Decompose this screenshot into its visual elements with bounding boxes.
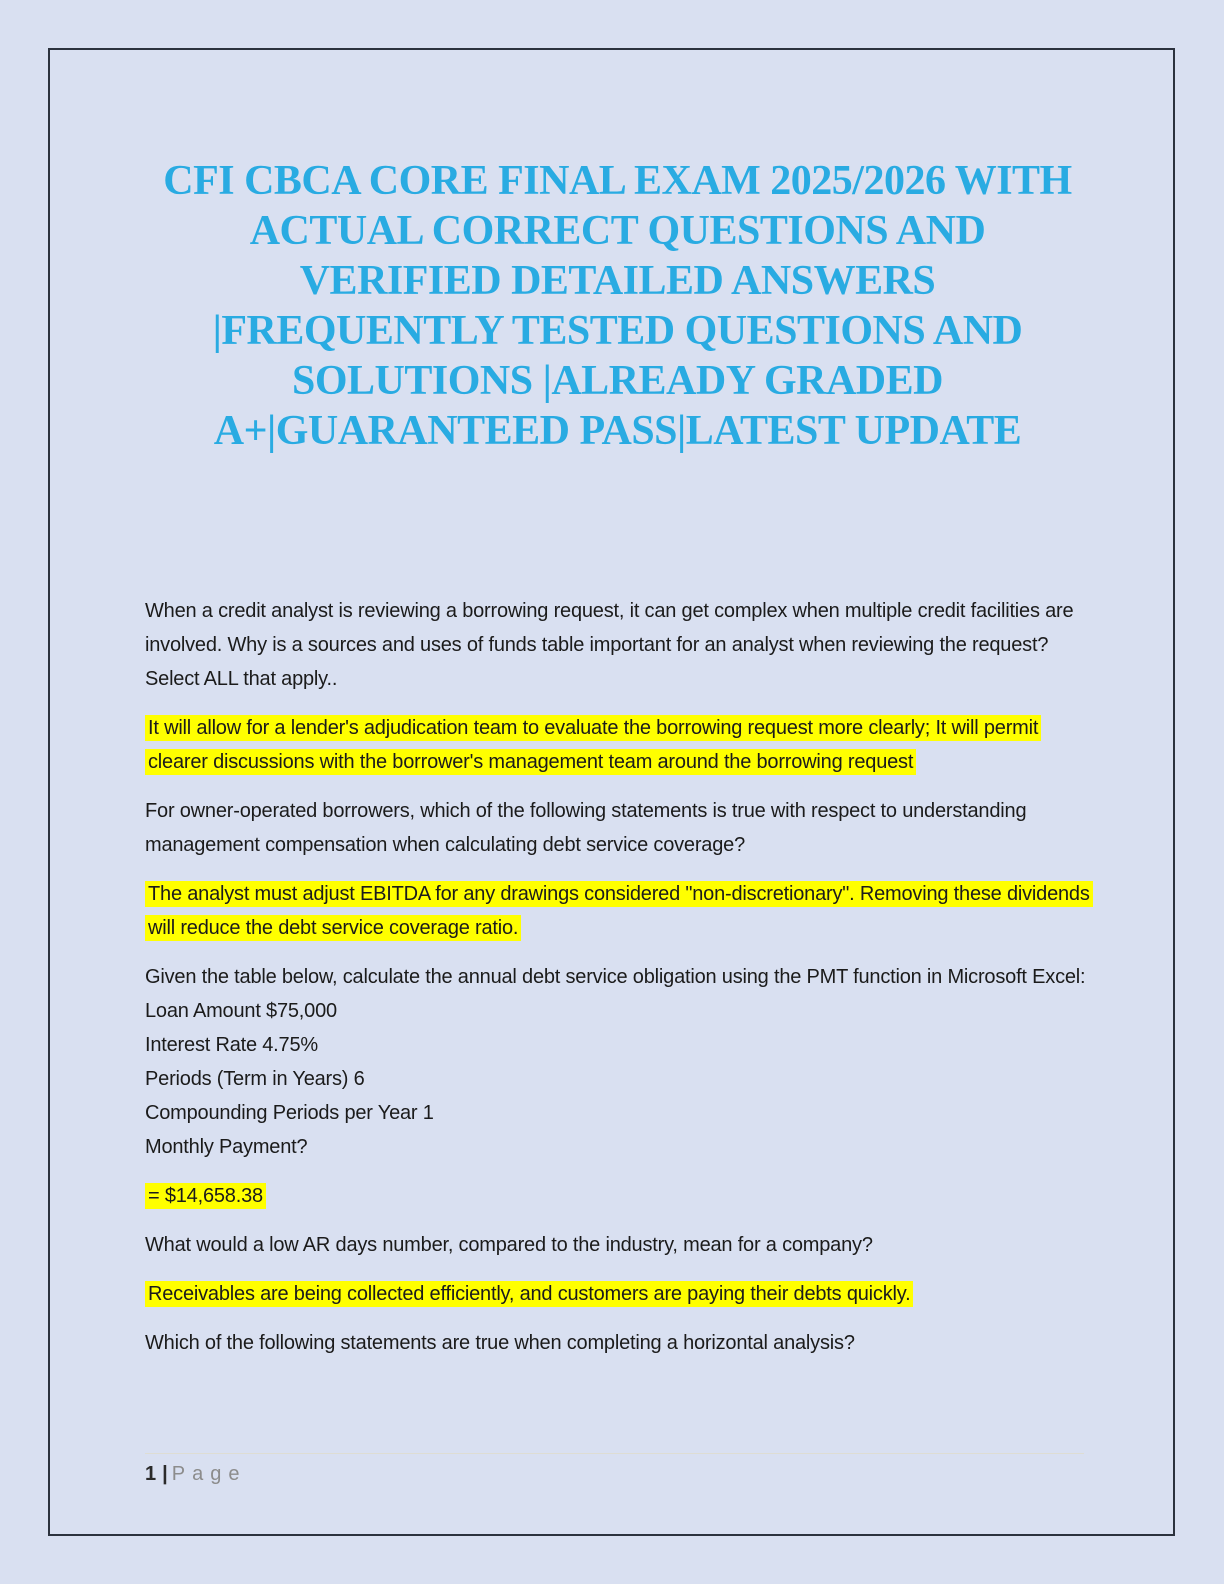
question-paragraph-multiline [145,960,1090,1164]
document-body [145,594,1090,1360]
footer-text [145,1463,1084,1486]
page-content [145,50,1090,1375]
highlighted-answer: Receivables are being collected efficiently, and customers are paying their debts quickly. [145,1281,913,1307]
title-line: |FREQUENTLY TESTED QUESTIONS AND [212,308,1023,354]
answer-paragraph [145,1179,1090,1213]
title-line: ACTUAL CORRECT QUESTIONS AND [249,208,986,254]
answer-paragraph [145,711,1090,779]
interest-rate-line: Interest Rate 4.75% [145,1034,318,1056]
answer-paragraph [145,877,1090,945]
compounding-periods-line: Compounding Periods per Year 1 [145,1102,434,1124]
title-line: A+|GUARANTEED PASS|LATEST UPDATE [213,408,1022,454]
question-line: Given the table below, calculate the annual debt service obligation using the PMT function in Microsoft Excel: [145,966,1086,988]
question-paragraph: When a credit analyst is reviewing a borrowing request, it can get complex when multiple credit facilities are involved. Why is a sources and uses of funds table important for an analyst when reviewing the request? Select ALL that apply.. [145,600,1074,690]
page-title [145,156,1090,456]
question-paragraph: What would a low AR days number, compared to the industry, mean for a company? [145,1234,873,1256]
page-number: 1 [145,1463,157,1485]
title-line: SOLUTIONS |ALREADY GRADED [292,358,943,404]
title-line: CFI CBCA CORE FINAL EXAM 2025/2026 WITH [163,158,1072,204]
highlighted-answer: = $14,658.38 [145,1183,266,1209]
periods-line: Periods (Term in Years) 6 [145,1068,365,1090]
highlighted-answer: The analyst must adjust EBITDA for any drawings considered "non-discretionary". Removing these dividends will reduce the debt service coverage ratio. [145,881,1093,941]
title-line: VERIFIED DETAILED ANSWERS [299,258,936,304]
loan-amount-line: Loan Amount $75,000 [145,1000,337,1022]
monthly-payment-line: Monthly Payment? [145,1136,308,1158]
footer-divider [145,1453,1084,1454]
highlighted-answer: It will allow for a lender's adjudication team to evaluate the borrowing request more clearly; It will permit clearer discussions with the borrower's management team around the borrowing request [145,715,1041,775]
footer-separator: | [162,1463,168,1485]
question-paragraph: For owner-operated borrowers, which of the following statements is true with respect to understanding management compensation when calculating debt service coverage? [145,800,1027,856]
question-paragraph: Which of the following statements are true when completing a horizontal analysis? [145,1332,855,1354]
answer-paragraph [145,1277,1090,1311]
page-border-frame [48,48,1175,1536]
page-label: Page [171,1463,247,1485]
page-footer [145,1453,1084,1486]
